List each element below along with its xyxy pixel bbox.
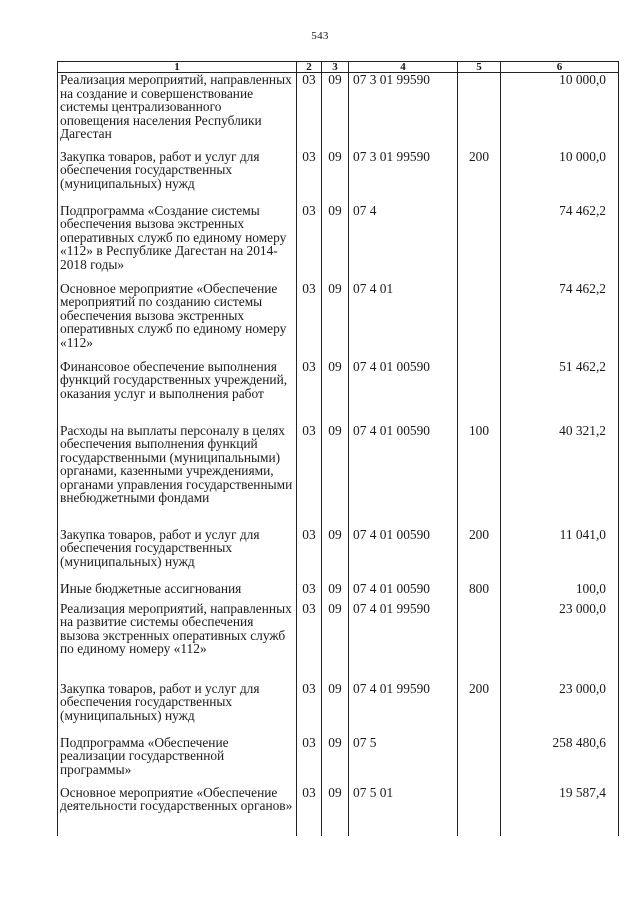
column-header-6: 6: [501, 62, 619, 73]
row-section: 03: [297, 73, 322, 150]
row-amount: 19 587,4: [501, 786, 619, 836]
row-target-code: 07 4 01 00590: [349, 582, 458, 602]
row-target-code: 07 3 01 99590: [349, 150, 458, 204]
row-section: 03: [297, 682, 322, 736]
row-amount: 258 480,6: [501, 736, 619, 786]
row-expense-type: [458, 602, 501, 682]
column-header-4: 4: [349, 62, 458, 73]
row-amount: 10 000,0: [501, 150, 619, 204]
row-subsection: 09: [322, 682, 349, 736]
table-row: [58, 282, 619, 360]
row-expense-type: [458, 282, 501, 360]
row-name: Закупка товаров, работ и услуг для обеспечения государственных (муниципальных) нужд: [58, 528, 297, 582]
row-section: 03: [297, 786, 322, 836]
table-row: [58, 786, 619, 836]
budget-table: [57, 61, 619, 836]
row-subsection: 09: [322, 204, 349, 282]
row-target-code: 07 4 01 00590: [349, 424, 458, 528]
row-expense-type: 800: [458, 582, 501, 602]
row-name: Реализация мероприятий, направленных на создание и совершенствование системы централизованного оповещения населения Республики Дагестан: [58, 73, 297, 150]
row-expense-type: 200: [458, 682, 501, 736]
row-amount: 10 000,0: [501, 73, 619, 150]
column-header-3: 3: [322, 62, 349, 73]
row-name: Реализация мероприятий, направленных на развитие системы обеспечения вызова экстренных оперативных служб по единому номеру «112»: [58, 602, 297, 682]
table-row: [58, 602, 619, 682]
row-expense-type: 200: [458, 150, 501, 204]
row-expense-type: [458, 73, 501, 150]
table-row: [58, 360, 619, 424]
row-section: 03: [297, 424, 322, 528]
row-name: Иные бюджетные ассигнования: [58, 582, 297, 602]
row-amount: 23 000,0: [501, 682, 619, 736]
row-expense-type: 100: [458, 424, 501, 528]
row-subsection: 09: [322, 150, 349, 204]
row-amount: 74 462,2: [501, 204, 619, 282]
header-row: [58, 62, 619, 73]
row-subsection: 09: [322, 424, 349, 528]
row-section: 03: [297, 360, 322, 424]
row-target-code: 07 4 01 00590: [349, 528, 458, 582]
table-row: [58, 204, 619, 282]
row-name: Закупка товаров, работ и услуг для обеспечения государственных (муниципальных) нужд: [58, 682, 297, 736]
table-row: [58, 528, 619, 582]
row-section: 03: [297, 528, 322, 582]
row-name: Основное мероприятие «Обеспечение деятельности государственных органов»: [58, 786, 297, 836]
row-amount: 11 041,0: [501, 528, 619, 582]
row-name: Финансовое обеспечение выполнения функций государственных учреждений, оказания услуг и выполнения работ: [58, 360, 297, 424]
row-name: Основное мероприятие «Обеспечение мероприятий по созданию системы обеспечения вызова экстренных оперативных служб по единому номеру «112»: [58, 282, 297, 360]
row-amount: 100,0: [501, 582, 619, 602]
row-section: 03: [297, 150, 322, 204]
row-name: Расходы на выплаты персоналу в целях обеспечения выполнения функций государственными (муниципальными) органами, казенными учреждениями, органами управления государственными внебюджетными фондами: [58, 424, 297, 528]
row-expense-type: 200: [458, 528, 501, 582]
row-amount: 40 321,2: [501, 424, 619, 528]
row-name: Подпрограмма «Создание системы обеспечения вызова экстренных оперативных служб по единому номеру «112» в Республике Дагестан на 2014-2018 годы»: [58, 204, 297, 282]
row-subsection: 09: [322, 528, 349, 582]
row-subsection: 09: [322, 282, 349, 360]
row-target-code: 07 5: [349, 736, 458, 786]
row-section: 03: [297, 582, 322, 602]
table-row: [58, 73, 619, 150]
row-expense-type: [458, 736, 501, 786]
row-subsection: 09: [322, 736, 349, 786]
row-section: 03: [297, 282, 322, 360]
table-row: [58, 150, 619, 204]
row-subsection: 09: [322, 73, 349, 150]
row-target-code: 07 4 01 00590: [349, 360, 458, 424]
table-row: [58, 582, 619, 602]
row-amount: 74 462,2: [501, 282, 619, 360]
row-target-code: 07 4 01: [349, 282, 458, 360]
row-name: Подпрограмма «Обеспечение реализации государственной программы»: [58, 736, 297, 786]
row-expense-type: [458, 360, 501, 424]
row-subsection: 09: [322, 602, 349, 682]
row-target-code: 07 4: [349, 204, 458, 282]
row-section: 03: [297, 736, 322, 786]
row-amount: 23 000,0: [501, 602, 619, 682]
page-number: 543: [311, 30, 329, 42]
row-name: Закупка товаров, работ и услуг для обеспечения государственных (муниципальных) нужд: [58, 150, 297, 204]
table-row: [58, 682, 619, 736]
row-target-code: 07 3 01 99590: [349, 73, 458, 150]
row-amount: 51 462,2: [501, 360, 619, 424]
row-section: 03: [297, 602, 322, 682]
row-target-code: 07 4 01 99590: [349, 602, 458, 682]
table-row: [58, 424, 619, 528]
row-expense-type: [458, 786, 501, 836]
column-header-1: 1: [58, 62, 297, 73]
row-target-code: 07 4 01 99590: [349, 682, 458, 736]
row-target-code: 07 5 01: [349, 786, 458, 836]
row-subsection: 09: [322, 360, 349, 424]
column-header-5: 5: [458, 62, 501, 73]
row-expense-type: [458, 204, 501, 282]
row-section: 03: [297, 204, 322, 282]
row-subsection: 09: [322, 582, 349, 602]
row-subsection: 09: [322, 786, 349, 836]
table-row: [58, 736, 619, 786]
column-header-2: 2: [297, 62, 322, 73]
